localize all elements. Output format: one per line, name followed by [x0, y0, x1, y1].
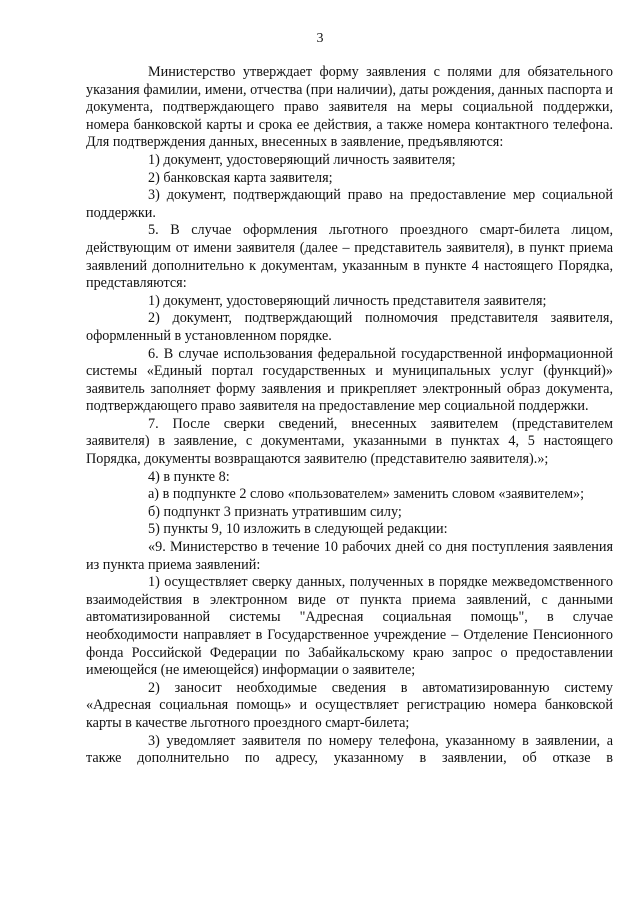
list-item: 1) осуществляет сверку данных, полученных в порядке межведомственного взаимодействия в электронном виде от пункта приема заявлений, с данными автоматизированной системы "Адресная социальная помощь", в случае необходимости направляет в Государственное учреждение – Отделение Пенсионного фонда Российской Федерации по Забайкальскому краю запрос о предоставлении имеющейся (не имеющейся) информации о заявителе;	[86, 574, 613, 679]
list-item: 4) в пункте 8:	[148, 468, 230, 485]
list-item: 2) документ, подтверждающий полномочия представителя заявителя, оформленный в установленном порядке.	[86, 310, 613, 344]
paragraph: 5. В случае оформления льготного проездного смарт-билета лицом, действующим от имени заявителя (далее – представитель заявителя), в пункт приема заявлений дополнительно к документам, указанным в пункте 4 настоящего Порядка, представляются:	[86, 222, 613, 292]
list-item: 3) уведомляет заявителя по номеру телефона, указанному в заявлении, а также дополнительно по адресу, указанному в заявлении, об отказе в	[86, 732, 613, 767]
list-item: 2) заносит необходимые сведения в автоматизированную систему «Адресная социальная помощь» и осуществляет регистрацию номера банковской карты в качестве льготного проездного смарт-билета;	[86, 679, 613, 731]
document-body	[86, 64, 613, 768]
list-item: б) подпункт 3 признать утратившим силу;	[148, 503, 402, 520]
list-item: 3) документ, подтверждающий право на предоставление мер социальной поддержки.	[86, 187, 613, 221]
page-number: 3	[316, 31, 324, 46]
paragraph: «9. Министерство в течение 10 рабочих дней со дня поступления заявления из пункта приема заявлений:	[86, 539, 613, 573]
paragraph: Министерство утверждает форму заявления с полями для обязательного указания фамилии, имени, отчества (при наличии), даты рождения, данных паспорта и документа, подтверждающего право заявителя на меры социальной поддержки, номера банковской карты и срока ее действия, а также номера контактного телефона. Для подтверждения данных, внесенных в заявление, предъявляются:	[86, 64, 613, 151]
paragraph: 6. В случае использования федеральной государственной информационной системы «Единый портал государственных и муниципальных услуг (функций)» заявитель заполняет форму заявления и прикрепляет электронный образ документа, подтверждающего право заявителя на предоставление мер социальной поддержки.	[86, 345, 613, 415]
list-item: а) в подпункте 2 слово «пользователем» заменить словом «заявителем»;	[148, 486, 585, 503]
list-item: 1) документ, удостоверяющий личность заявителя;	[148, 151, 456, 168]
list-item: 2) банковская карта заявителя;	[148, 169, 333, 186]
paragraph: 7. После сверки сведений, внесенных заявителем (представителем заявителя) в заявление, с документами, указанными в пунктах 4, 5 настоящего Порядка, документы возвращаются заявителю (представителю заявителя).»;	[86, 415, 613, 468]
list-item: 1) документ, удостоверяющий личность представителя заявителя;	[148, 292, 547, 309]
list-item: 5) пункты 9, 10 изложить в следующей редакции:	[148, 521, 448, 538]
